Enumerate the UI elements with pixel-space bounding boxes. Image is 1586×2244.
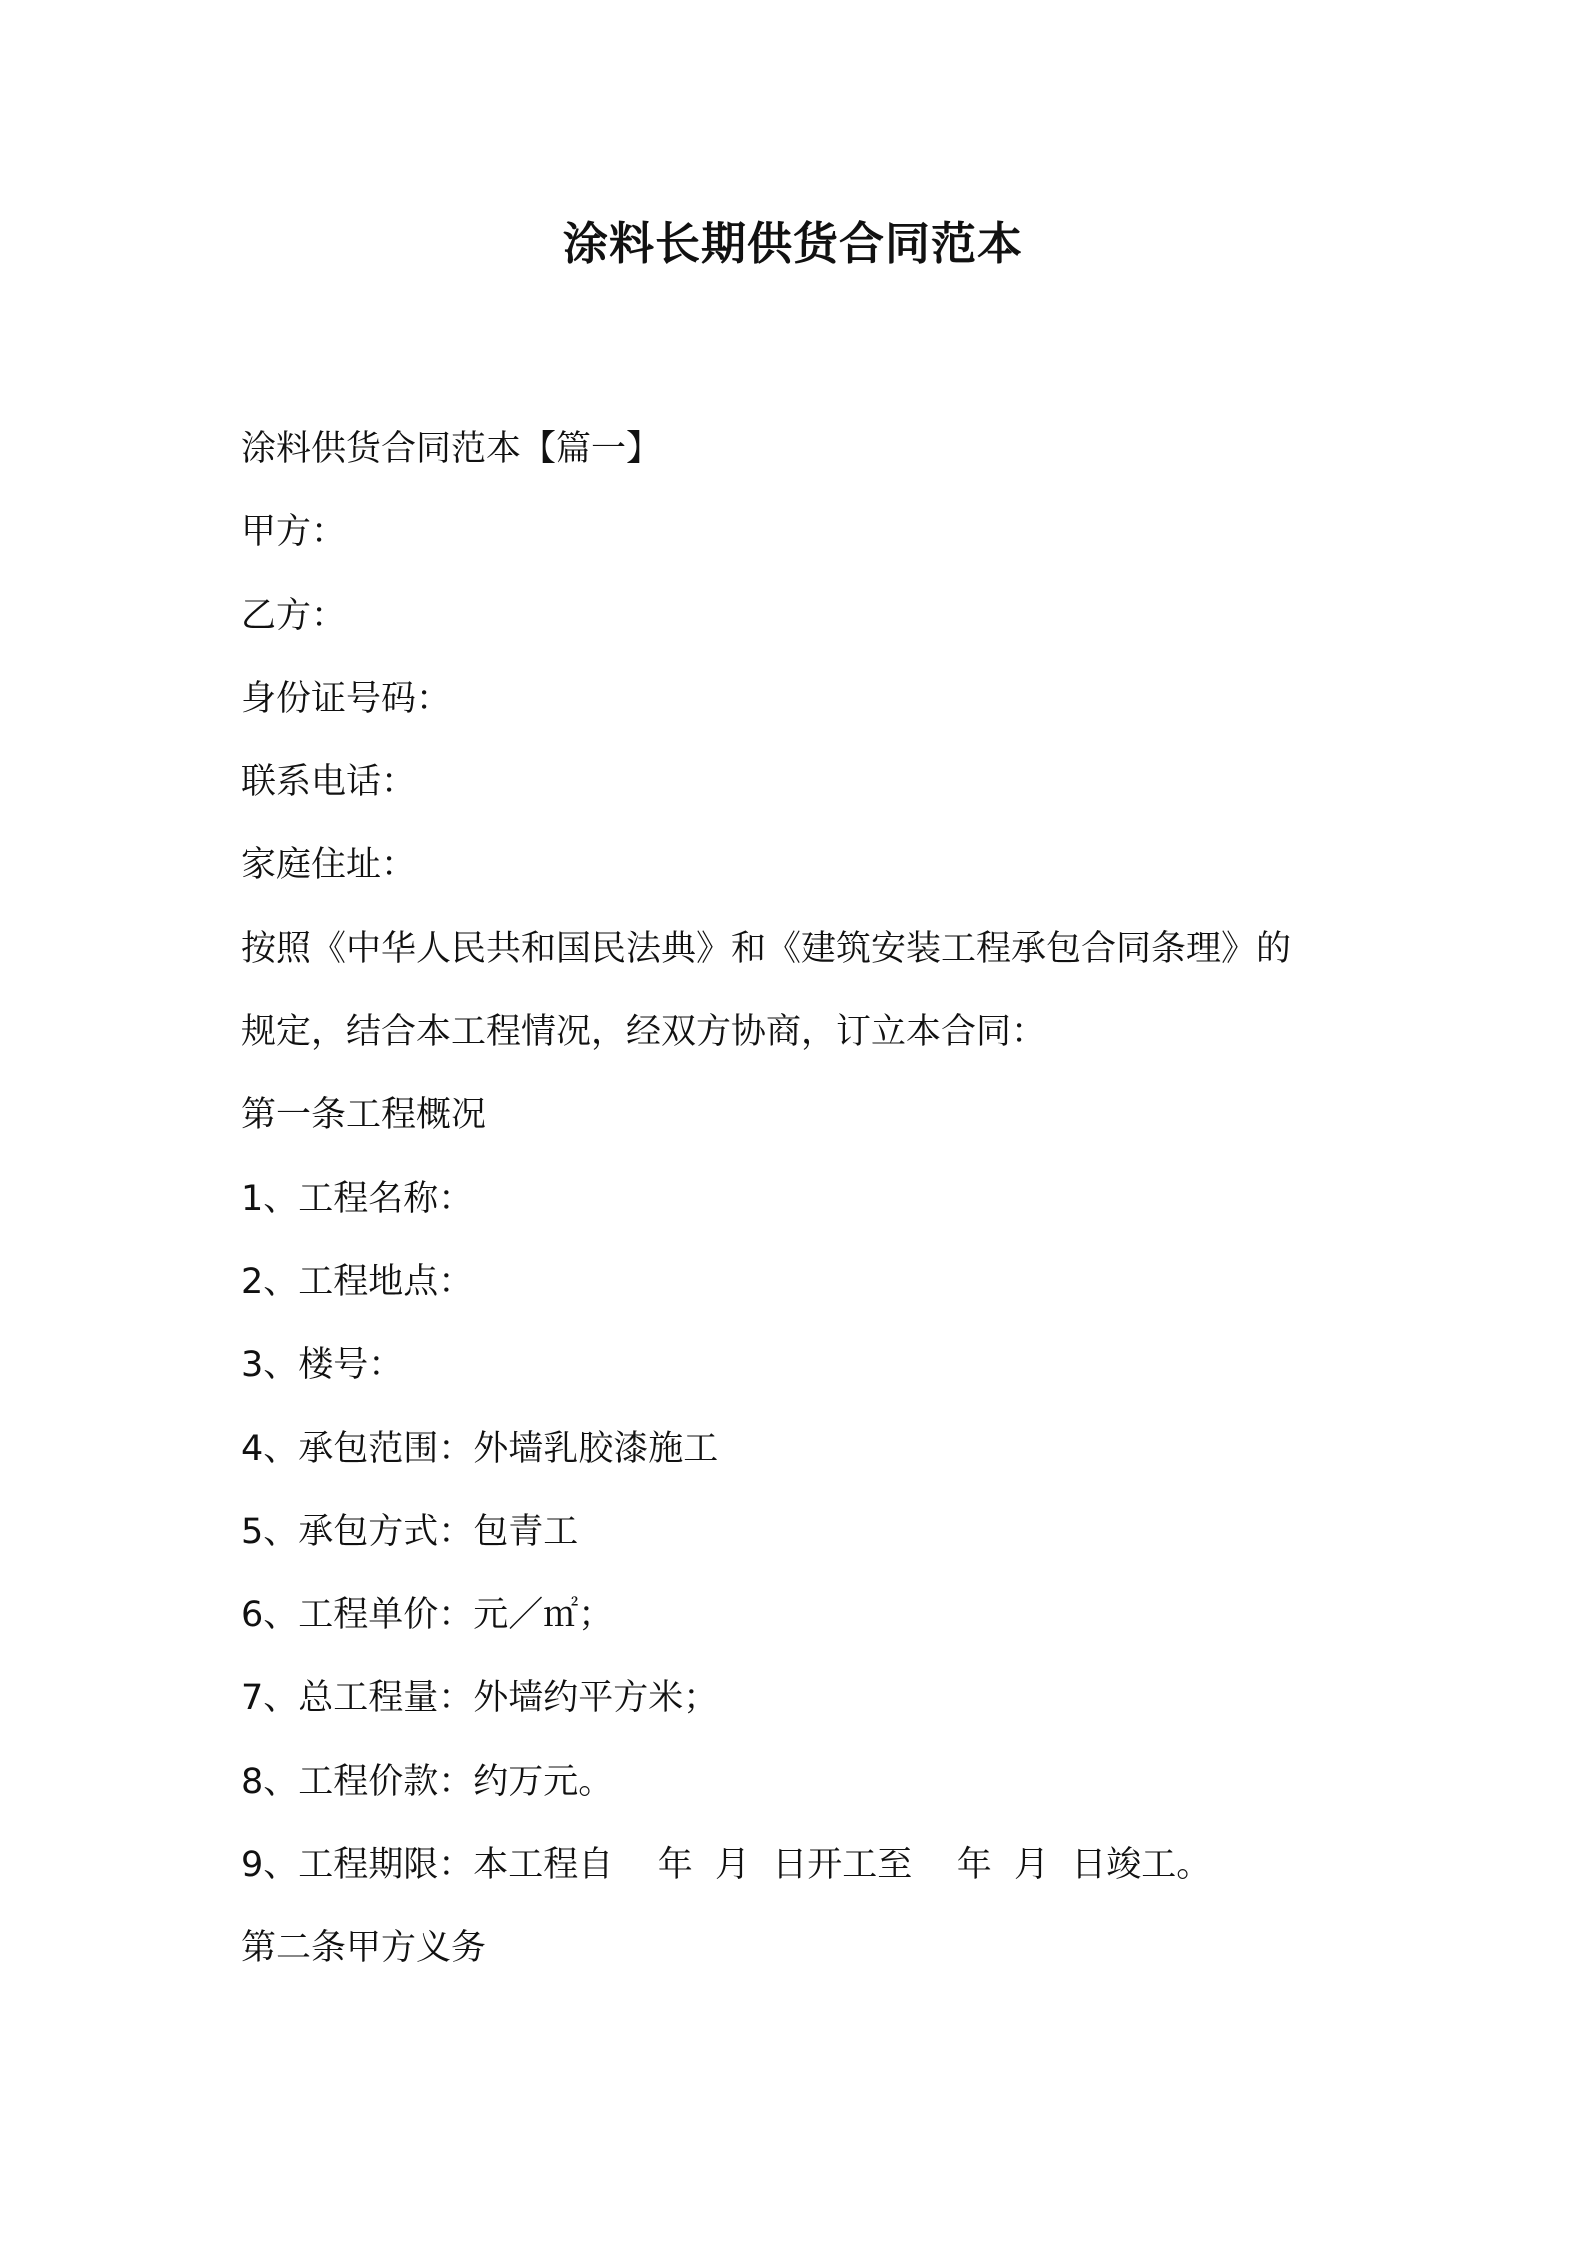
project-name-item: 1、工程名称： [241, 1178, 474, 1219]
article-two-heading: 第二条甲方义务 [241, 1928, 487, 1969]
phone-line: 联系电话： [241, 762, 417, 803]
party-a-line: 甲方： [241, 512, 347, 553]
preamble-line-1: 按照《中华人民共和国民法典》和《建筑安装工程承包合同条理》的 [241, 928, 1292, 969]
id-number-line: 身份证号码： [241, 678, 452, 719]
project-price-item: 8、工程价款：约万元。 [241, 1761, 614, 1802]
contract-scope-item: 4、承包范围：外墙乳胶漆施工 [241, 1428, 719, 1469]
total-quantity-item: 7、总工程量：外墙约平方米； [241, 1678, 719, 1719]
document-body [241, 408, 1381, 1991]
preamble-line-2: 规定，结合本工程情况，经双方协商，订立本合同： [241, 1012, 1047, 1053]
unit-price-item: 6、工程单价：元／㎡； [241, 1595, 614, 1636]
article-one-heading: 第一条工程概况 [241, 1095, 487, 1136]
contract-method-item: 5、承包方式：包青工 [241, 1511, 579, 1552]
section-heading-part-one: 涂料供货合同范本【篇一】 [241, 429, 662, 469]
party-b-line: 乙方： [241, 595, 347, 636]
project-period-item: 9、工程期限：本工程自 年 月 日开工至 年 月 日竣工。 [241, 1845, 1212, 1886]
project-location-item: 2、工程地点： [241, 1261, 474, 1302]
building-number-item: 3、楼号： [241, 1345, 404, 1386]
document-title: 涂料长期供货合同范本 [562, 217, 1023, 270]
address-line: 家庭住址： [241, 845, 417, 886]
